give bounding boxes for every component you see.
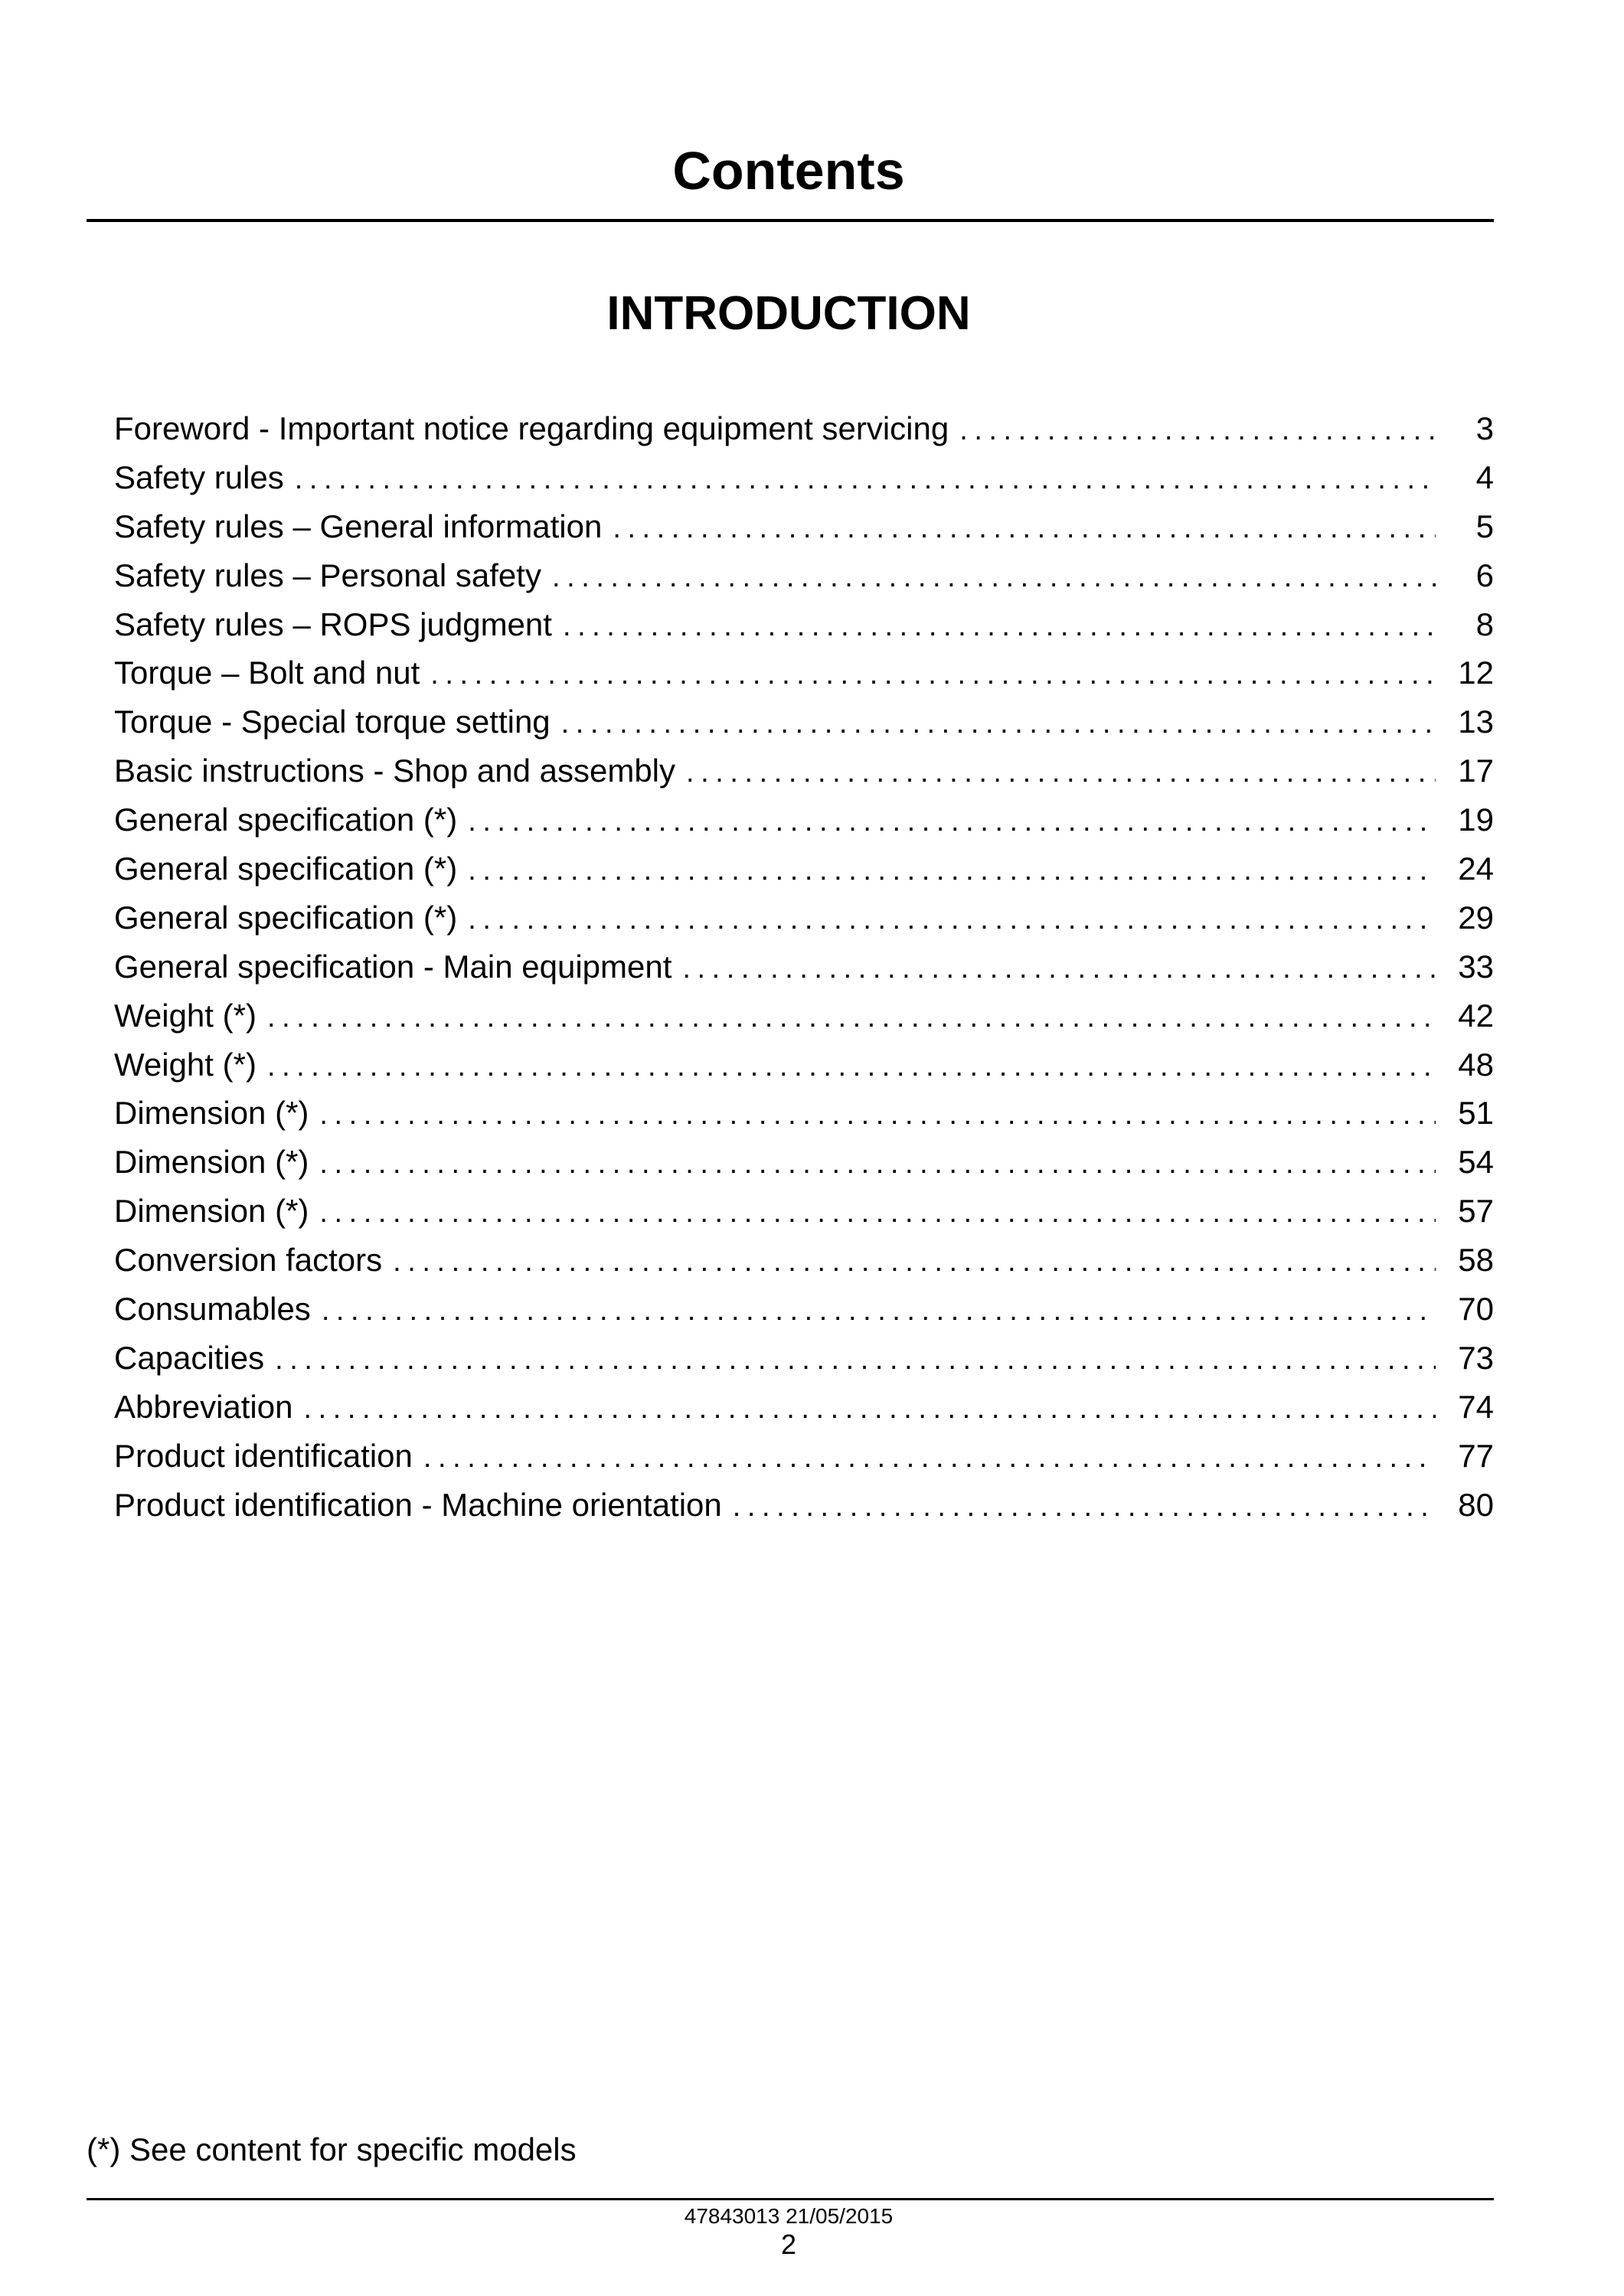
toc-dot-leader	[267, 994, 1436, 1040]
toc-entry-page: 17	[1458, 753, 1494, 789]
toc-entry-page: 5	[1475, 508, 1494, 544]
toc-dot-leader	[561, 700, 1436, 746]
toc-entry-label: General specification - Main equipment	[114, 948, 672, 985]
toc-entry[interactable]	[114, 1089, 1494, 1138]
toc-entry-page: 29	[1458, 899, 1494, 936]
toc-entry-page: 8	[1475, 606, 1494, 642]
toc-entry-page: 42	[1458, 997, 1494, 1034]
toc-dot-leader	[430, 651, 1436, 697]
toc-entry-page: 57	[1458, 1193, 1494, 1230]
toc-dot-leader	[319, 1140, 1436, 1187]
toc-entry-page: 74	[1458, 1388, 1494, 1425]
toc-entry[interactable]	[114, 453, 1494, 502]
toc-entry-page: 77	[1458, 1437, 1494, 1474]
document-id: 47843013 21/05/2015	[684, 2204, 894, 2228]
toc-dot-leader	[423, 1434, 1436, 1481]
toc-dot-leader	[267, 1043, 1436, 1089]
toc-entry[interactable]	[114, 1236, 1494, 1285]
toc-entry-label: Dimension (*)	[114, 1144, 309, 1181]
footer-divider	[87, 2198, 1494, 2200]
page-number: 2	[780, 2229, 797, 2260]
toc-entry-page: 13	[1458, 704, 1494, 740]
section-title: INTRODUCTION	[606, 287, 971, 340]
table-of-contents	[114, 404, 1494, 1529]
toc-entry-label: Safety rules – ROPS judgment	[114, 606, 552, 642]
toc-entry-label: Dimension (*)	[114, 1095, 309, 1132]
toc-entry[interactable]	[114, 1285, 1494, 1334]
toc-entry-page: 4	[1475, 459, 1494, 495]
toc-dot-leader	[295, 456, 1436, 502]
toc-entry-page: 33	[1458, 948, 1494, 985]
toc-entry-page: 80	[1458, 1486, 1494, 1523]
toc-entry-label: Safety rules – General information	[114, 508, 603, 544]
toc-dot-leader	[733, 1483, 1436, 1530]
toc-entry-page: 24	[1458, 851, 1494, 887]
toc-entry-page: 48	[1458, 1046, 1494, 1083]
toc-entry[interactable]	[114, 1432, 1494, 1481]
toc-entry[interactable]	[114, 844, 1494, 893]
toc-entry-label: General specification (*)	[114, 802, 458, 838]
toc-entry-label: Basic instructions - Shop and assembly	[114, 753, 676, 789]
toc-entry[interactable]	[114, 648, 1494, 697]
toc-entry[interactable]	[114, 551, 1494, 600]
toc-entry-page: 51	[1458, 1095, 1494, 1132]
toc-dot-leader	[468, 847, 1436, 893]
toc-entry[interactable]	[114, 697, 1494, 746]
toc-dot-leader	[322, 1287, 1436, 1334]
toc-dot-leader	[275, 1336, 1436, 1383]
toc-entry[interactable]	[114, 795, 1494, 844]
toc-dot-leader	[468, 798, 1436, 844]
toc-entry-label: Product identification	[114, 1437, 413, 1474]
toc-entry-page: 3	[1475, 410, 1494, 446]
toc-entry-label: Safety rules	[114, 459, 284, 495]
toc-entry-label: Dimension (*)	[114, 1193, 309, 1230]
toc-dot-leader	[959, 407, 1436, 453]
footnote: (*) See content for specific models	[87, 2131, 577, 2167]
toc-dot-leader	[393, 1238, 1436, 1285]
toc-entry-label: Weight (*)	[114, 997, 257, 1034]
toc-entry-label: Conversion factors	[114, 1242, 383, 1279]
toc-dot-leader	[303, 1385, 1436, 1432]
toc-entry-page: 12	[1458, 655, 1494, 691]
toc-entry[interactable]	[114, 1040, 1494, 1089]
toc-entry-page: 6	[1475, 557, 1494, 593]
toc-entry-label: Capacities	[114, 1339, 265, 1376]
toc-entry-page: 19	[1458, 802, 1494, 838]
toc-entry-label: Foreword - Important notice regarding equipment servicing	[114, 410, 949, 446]
toc-entry[interactable]	[114, 893, 1494, 942]
toc-entry[interactable]	[114, 1481, 1494, 1530]
toc-dot-leader	[319, 1091, 1436, 1138]
toc-entry[interactable]	[114, 502, 1494, 551]
toc-entry-page: 70	[1458, 1291, 1494, 1328]
toc-dot-leader	[613, 505, 1436, 551]
toc-entry[interactable]	[114, 404, 1494, 453]
toc-entry-label: Torque – Bolt and nut	[114, 655, 420, 691]
toc-dot-leader	[682, 945, 1436, 991]
toc-entry-label: Weight (*)	[114, 1046, 257, 1083]
toc-entry-page: 54	[1458, 1144, 1494, 1181]
toc-entry[interactable]	[114, 1138, 1494, 1187]
toc-entry-label: Safety rules – Personal safety	[114, 557, 541, 593]
toc-dot-leader	[319, 1189, 1436, 1236]
title-divider	[87, 219, 1494, 222]
toc-entry[interactable]	[114, 1383, 1494, 1432]
toc-entry[interactable]	[114, 600, 1494, 649]
toc-entry[interactable]	[114, 942, 1494, 991]
toc-dot-leader	[468, 896, 1436, 942]
toc-entry-label: General specification (*)	[114, 899, 458, 936]
toc-entry-page: 73	[1458, 1339, 1494, 1376]
toc-entry-page: 58	[1458, 1242, 1494, 1279]
toc-entry-label: Consumables	[114, 1291, 311, 1328]
toc-entry[interactable]	[114, 746, 1494, 795]
toc-entry-label: General specification (*)	[114, 851, 458, 887]
toc-entry-label: Torque - Special torque setting	[114, 704, 551, 740]
toc-dot-leader	[563, 603, 1436, 649]
toc-dot-leader	[552, 554, 1436, 600]
toc-entry[interactable]	[114, 991, 1494, 1040]
toc-entry[interactable]	[114, 1187, 1494, 1236]
toc-entry-label: Abbreviation	[114, 1388, 293, 1425]
page-title: Contents	[672, 141, 905, 201]
toc-dot-leader	[686, 749, 1436, 795]
toc-entry-label: Product identification - Machine orientation	[114, 1486, 722, 1523]
toc-entry[interactable]	[114, 1334, 1494, 1383]
